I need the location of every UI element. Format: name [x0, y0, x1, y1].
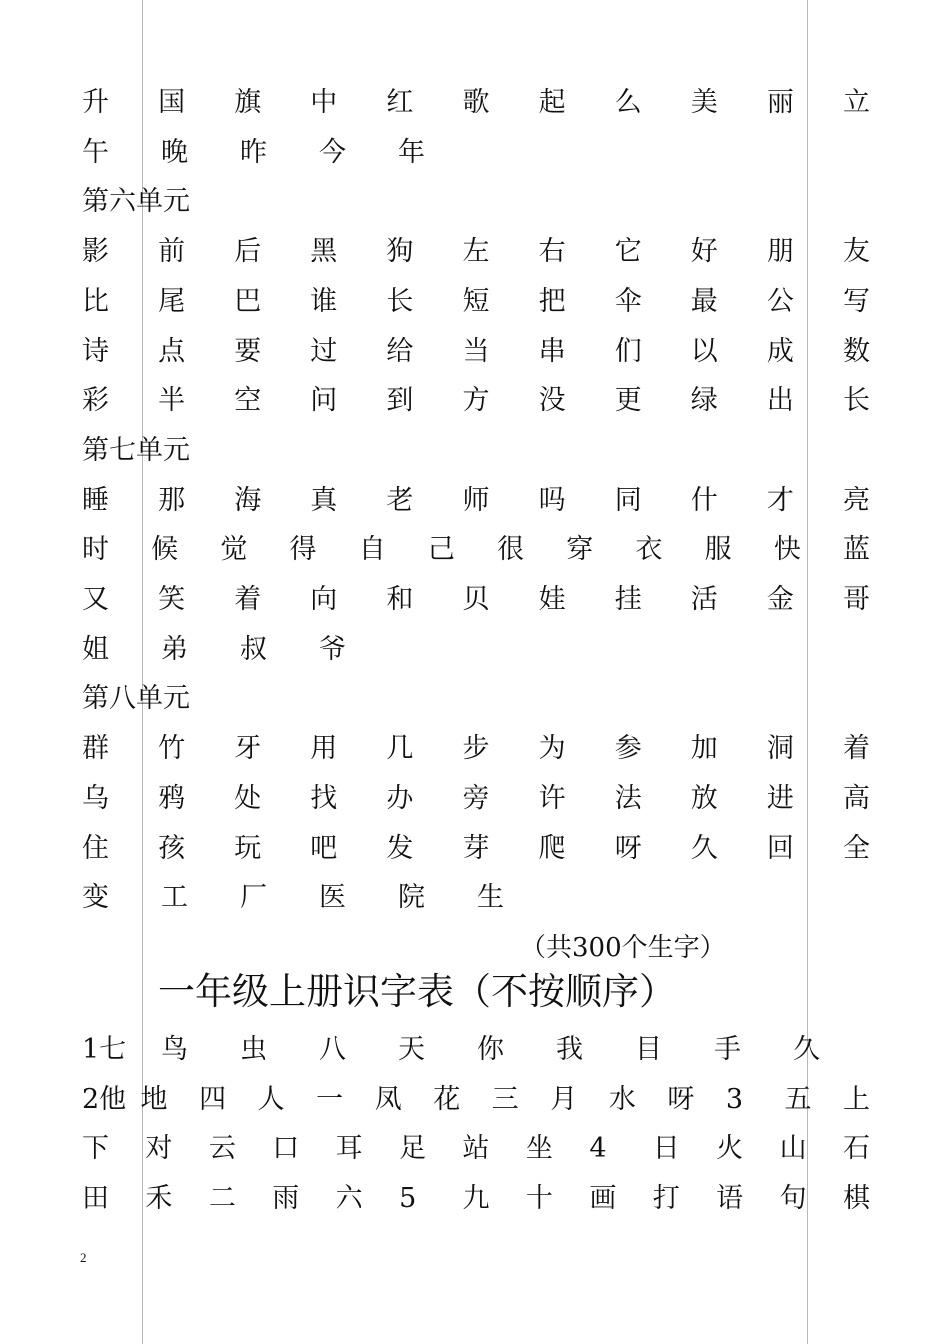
- character-cell: 年: [398, 136, 425, 168]
- character-cell: 为: [538, 733, 566, 765]
- character-cell: 三: [491, 1083, 519, 1115]
- character-cell: 那: [158, 484, 186, 516]
- character-cell: 五: [784, 1083, 812, 1115]
- character-cell: 月: [550, 1083, 578, 1115]
- character-cell: 数: [843, 335, 870, 367]
- character-cell: 串: [538, 335, 566, 367]
- character-cell: 自: [358, 534, 386, 566]
- character-cell: 回: [766, 832, 794, 864]
- character-cell: 什: [690, 484, 718, 516]
- character-cell: 才: [766, 484, 794, 516]
- character-cell: 海: [234, 484, 262, 516]
- character-cell: 前: [158, 236, 186, 268]
- character-cell: 洞: [766, 733, 794, 765]
- character-cell: 六: [335, 1183, 363, 1215]
- character-cell: 久: [690, 832, 718, 864]
- character-cell: 参: [614, 733, 642, 765]
- character-cell: 要: [234, 335, 262, 367]
- character-cell: 着: [234, 584, 262, 615]
- character-cell: 长: [843, 385, 870, 417]
- character-cell: 法: [614, 782, 642, 814]
- character-cell: 影: [82, 236, 109, 268]
- character-cell: 呀: [667, 1083, 695, 1115]
- character-cell: 伞: [614, 285, 642, 317]
- character-cell: 诗: [82, 335, 109, 367]
- character-cell: 服: [704, 534, 732, 566]
- character-cell: 雨: [272, 1183, 300, 1215]
- character-cell: 尾: [158, 285, 186, 317]
- character-cell: 爷: [319, 633, 346, 665]
- character-cell: 石: [843, 1133, 870, 1165]
- character-cell: 站: [462, 1133, 490, 1165]
- character-cell: 国: [158, 87, 186, 118]
- character-cell: 山: [779, 1133, 807, 1165]
- character-cell: 厂: [240, 882, 267, 914]
- character-cell: 亮: [843, 484, 870, 516]
- character-cell: 5: [399, 1183, 417, 1215]
- character-cell: 对: [145, 1133, 173, 1165]
- character-cell: 更: [614, 385, 642, 417]
- character-cell: 真: [310, 484, 338, 516]
- character-cell: 右: [538, 236, 566, 268]
- character-cell: 丽: [766, 87, 794, 118]
- character-cell: 住: [82, 832, 109, 864]
- character-cell: 半: [158, 385, 186, 417]
- character-cell: 目: [635, 1034, 662, 1065]
- unit-heading: 第六单元: [82, 186, 190, 218]
- character-cell: 手: [714, 1034, 741, 1065]
- character-cell: 很: [497, 534, 525, 566]
- character-cell: 找: [310, 782, 338, 814]
- character-cell: 上: [843, 1083, 870, 1115]
- character-cell: 用: [310, 733, 338, 765]
- character-cell: 人: [257, 1083, 285, 1115]
- character-cell: 狗: [386, 236, 414, 268]
- character-cell: 中: [310, 87, 338, 118]
- character-cell: 1七: [82, 1034, 127, 1065]
- character-cell: 又: [82, 584, 109, 615]
- character-cell: 它: [614, 236, 642, 268]
- character-cell: 最: [690, 285, 718, 317]
- character-cell: 田: [82, 1183, 109, 1215]
- character-cell: 乌: [82, 782, 109, 814]
- character-cell: 棋: [843, 1183, 870, 1215]
- character-cell: 花: [433, 1083, 461, 1115]
- character-cell: 高: [843, 782, 870, 814]
- character-cell: 黑: [310, 236, 338, 268]
- character-cell: 友: [843, 236, 870, 268]
- character-cell: 蓝: [843, 534, 870, 566]
- character-cell: 过: [310, 335, 338, 367]
- character-cell: 四: [199, 1083, 227, 1115]
- character-cell: 禾: [145, 1183, 173, 1215]
- character-cell: 你: [477, 1034, 504, 1065]
- character-cell: 弟: [161, 633, 188, 665]
- character-cell: 鸟: [161, 1034, 188, 1065]
- character-cell: 娃: [538, 584, 566, 615]
- character-cell: 当: [462, 335, 490, 367]
- character-cell: 睡: [82, 484, 109, 516]
- character-cell: 问: [310, 385, 338, 417]
- character-cell: 后: [234, 236, 262, 268]
- character-cell: 笑: [158, 584, 186, 615]
- right-margin-line: [807, 0, 808, 1344]
- character-cell: 日: [652, 1133, 680, 1165]
- character-cell: 以: [690, 335, 718, 367]
- character-cell: 比: [82, 285, 109, 317]
- character-cell: 金: [766, 584, 794, 615]
- character-cell: 觉: [220, 534, 248, 566]
- character-cell: 长: [386, 285, 414, 317]
- character-cell: 耳: [335, 1133, 363, 1165]
- character-cell: 医: [319, 882, 346, 914]
- character-cell: 到: [386, 385, 414, 417]
- character-cell: 写: [843, 285, 870, 317]
- character-cell: 巴: [234, 285, 262, 317]
- character-cell: 快: [773, 534, 801, 566]
- character-cell: 我: [556, 1034, 583, 1065]
- character-cell: 昨: [240, 136, 267, 168]
- character-cell: 左: [462, 236, 490, 268]
- character-cell: 出: [766, 385, 794, 417]
- character-cell: 着: [843, 733, 870, 765]
- character-cell: 美: [690, 87, 718, 118]
- character-cell: 八: [319, 1034, 346, 1065]
- character-cell: 己: [427, 534, 455, 566]
- character-cell: 么: [614, 87, 642, 118]
- character-cell: 谁: [310, 285, 338, 317]
- character-cell: 旁: [462, 782, 490, 814]
- unit-heading: 第七单元: [82, 434, 190, 466]
- character-cell: 4: [589, 1133, 607, 1165]
- character-cell: 旗: [234, 87, 262, 118]
- character-cell: 升: [82, 87, 109, 118]
- character-cell: 朋: [766, 236, 794, 268]
- character-cell: 云: [208, 1133, 236, 1165]
- character-cell: 吧: [310, 832, 338, 864]
- character-cell: 歌: [462, 87, 490, 118]
- character-cell: 放: [690, 782, 718, 814]
- character-cell: 一: [316, 1083, 344, 1115]
- character-cell: 办: [386, 782, 414, 814]
- character-cell: 下: [82, 1133, 109, 1165]
- page-number: 2: [80, 1250, 87, 1265]
- character-cell: 芽: [462, 832, 490, 864]
- character-cell: 没: [538, 385, 566, 417]
- character-cell: 方: [462, 385, 490, 417]
- unit-heading: 第八单元: [82, 683, 190, 715]
- character-cell: 进: [766, 782, 794, 814]
- character-cell: 短: [462, 285, 490, 317]
- character-cell: 空: [234, 385, 262, 417]
- character-cell: 3: [725, 1083, 744, 1115]
- character-cell: 吗: [538, 484, 566, 516]
- character-cell: 时: [82, 534, 109, 566]
- character-cell: 同: [614, 484, 642, 516]
- character-cell: 今: [319, 136, 346, 168]
- character-cell: 久: [793, 1034, 820, 1065]
- character-cell: 把: [538, 285, 566, 317]
- character-cell: 和: [386, 584, 414, 615]
- character-cell: 十: [525, 1183, 553, 1215]
- character-cell: 群: [82, 733, 109, 765]
- character-cell: 候: [151, 534, 179, 566]
- character-cell: 红: [386, 87, 414, 118]
- character-cell: 虫: [240, 1034, 267, 1065]
- character-cell: 坐: [525, 1133, 553, 1165]
- character-cell: 孩: [158, 832, 186, 864]
- character-cell: 地: [140, 1083, 168, 1115]
- character-cell: 发: [386, 832, 414, 864]
- character-cell: 们: [614, 335, 642, 367]
- character-cell: 竹: [158, 733, 186, 765]
- literacy-table-title: 一年级上册识字表（不按顺序）: [158, 970, 676, 1013]
- character-cell: 口: [272, 1133, 300, 1165]
- character-cell: 挂: [614, 584, 642, 615]
- character-cell: 老: [386, 484, 414, 516]
- character-cell: 水: [608, 1083, 636, 1115]
- character-cell: 叔: [240, 633, 267, 665]
- character-cell: 打: [652, 1183, 680, 1215]
- character-cell: 午: [82, 136, 109, 168]
- character-cell: 彩: [82, 385, 109, 417]
- character-cell: 九: [462, 1183, 490, 1215]
- character-cell: 晚: [161, 136, 188, 168]
- character-cell: 火: [716, 1133, 744, 1165]
- character-cell: 句: [779, 1183, 807, 1215]
- character-cell: 成: [766, 335, 794, 367]
- character-cell: 衣: [635, 534, 663, 566]
- character-cell: 师: [462, 484, 490, 516]
- character-cell: 加: [690, 733, 718, 765]
- character-cell: 院: [398, 882, 425, 914]
- character-cell: 呀: [614, 832, 642, 864]
- character-cell: 变: [82, 882, 109, 914]
- character-cell: 处: [234, 782, 262, 814]
- character-cell: 公: [766, 285, 794, 317]
- character-cell: 画: [589, 1183, 617, 1215]
- character-cell: 步: [462, 733, 490, 765]
- character-cell: 牙: [234, 733, 262, 765]
- character-cell: 爬: [538, 832, 566, 864]
- character-cell: 足: [399, 1133, 427, 1165]
- character-cell: 活: [690, 584, 718, 615]
- character-cell: 姐: [82, 633, 109, 665]
- character-cell: 玩: [234, 832, 262, 864]
- character-cell: 许: [538, 782, 566, 814]
- character-cell: 穿: [566, 534, 594, 566]
- character-cell: 语: [716, 1183, 744, 1215]
- character-cell: 给: [386, 335, 414, 367]
- character-cell: 全: [843, 832, 870, 864]
- character-cell: 得: [289, 534, 317, 566]
- character-cell: 好: [690, 236, 718, 268]
- total-character-note: （共300个生字）: [520, 933, 726, 963]
- character-cell: 工: [161, 882, 188, 914]
- character-cell: 凤: [374, 1083, 402, 1115]
- character-cell: 向: [310, 584, 338, 615]
- character-cell: 天: [398, 1034, 425, 1065]
- character-cell: 哥: [843, 584, 870, 615]
- character-cell: 鸦: [158, 782, 186, 814]
- character-cell: 点: [158, 335, 186, 367]
- character-cell: 二: [208, 1183, 236, 1215]
- character-cell: 立: [843, 87, 870, 118]
- character-cell: 绿: [690, 385, 718, 417]
- character-cell: 生: [477, 882, 504, 914]
- character-cell: 几: [386, 733, 414, 765]
- character-cell: 2他: [82, 1083, 127, 1115]
- character-cell: 起: [538, 87, 566, 118]
- character-cell: 贝: [462, 584, 490, 615]
